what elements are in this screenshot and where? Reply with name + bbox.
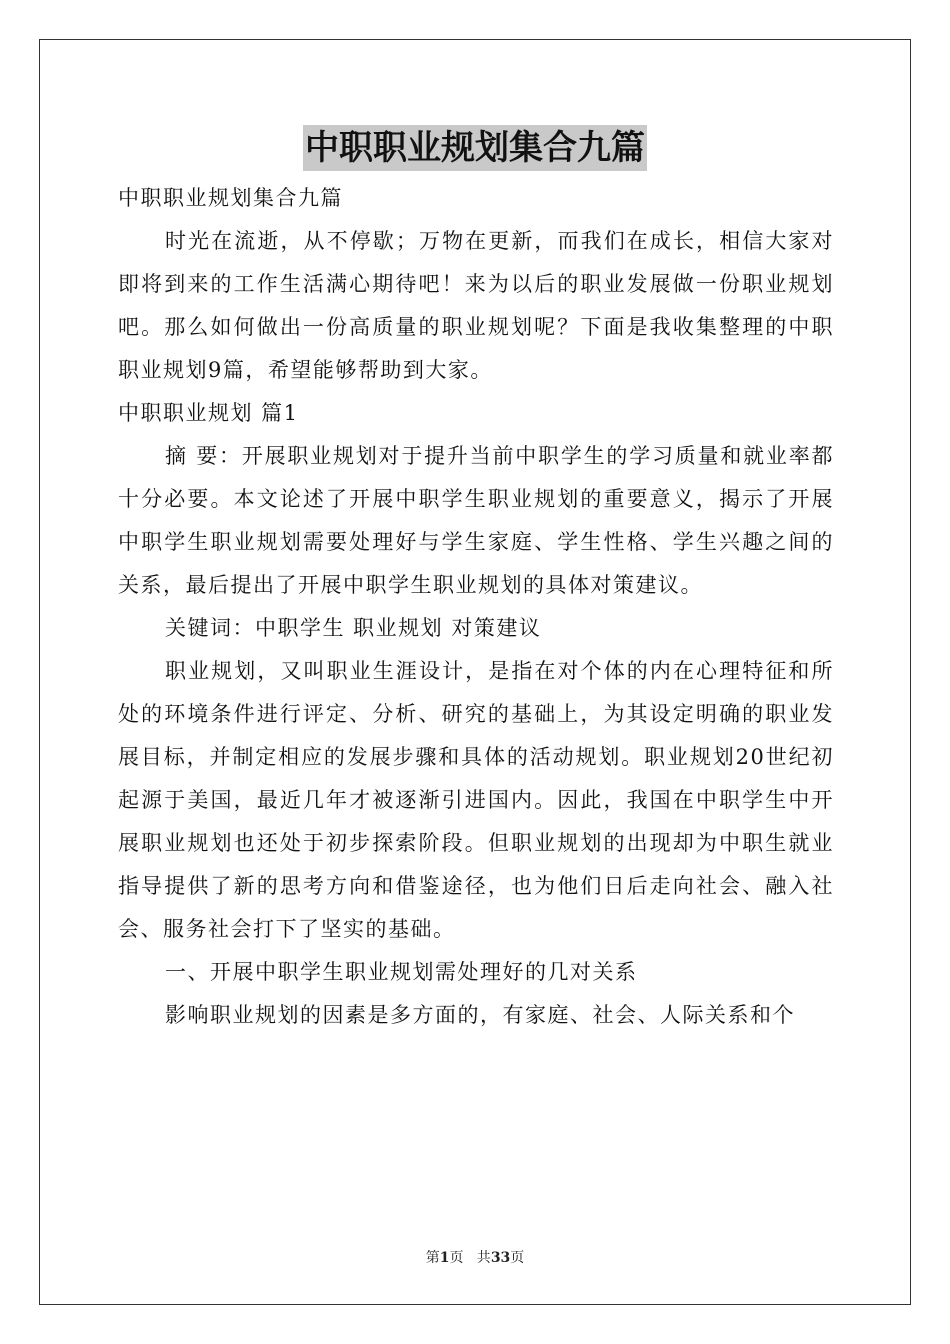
paragraph-abstract: 摘 要：开展职业规划对于提升当前中职学生的学习质量和就业率都十分必要。本文论述了开展中职学生职业规划的重要意义，揭示了开展中职学生职业规划需要处理好与学生家庭、学生性格、学生兴趣之间的关系，最后提出了开展中职学生职业规划的具体对策建议。	[118, 444, 834, 597]
document-title-text: 中职职业规划集合九篇	[303, 125, 647, 171]
paragraph-intro: 时光在流逝，从不停歇；万物在更新，而我们在成长，相信大家对即将到来的工作生活满心期待吧！来为以后的职业发展做一份职业规划吧。那么如何做出一份高质量的职业规划呢？下面是我收集整理的中职职业规划9篇，希望能够帮助到大家。	[118, 229, 834, 382]
subheading-relations: 一、开展中职学生职业规划需处理好的几对关系	[165, 960, 638, 984]
document-body	[118, 177, 834, 1037]
document-title	[0, 125, 950, 175]
footer-mid: 页 共	[449, 1250, 491, 1266]
page-footer	[0, 1248, 950, 1268]
paragraph-factors: 影响职业规划的因素是多方面的，有家庭、社会、人际关系和个	[165, 1003, 795, 1027]
footer-total-pages: 33	[490, 1250, 511, 1266]
footer-prefix: 第	[425, 1250, 440, 1266]
footer-suffix: 页	[510, 1250, 525, 1266]
paragraph-definition: 职业规划，又叫职业生涯设计，是指在对个体的内在心理特征和所处的环境条件进行评定、分析、研究的基础上，为其设定明确的职业发展目标，并制定相应的发展步骤和具体的活动规划。职业规划20世纪初起源于美国，最近几年才被逐渐引进国内。因此，我国在中职学生中开展职业规划也还处于初步探索阶段。但职业规划的出现却为中职生就业指导提供了新的思考方向和借鉴途径，也为他们日后走向社会、融入社会、服务社会打下了坚实的基础。	[118, 659, 834, 941]
footer-page-number: 1	[439, 1250, 450, 1266]
section-heading-1: 中职职业规划 篇1	[118, 401, 299, 425]
paragraph-heading: 中职职业规划集合九篇	[118, 186, 343, 210]
paragraph-keywords: 关键词：中职学生 职业规划 对策建议	[165, 616, 542, 640]
